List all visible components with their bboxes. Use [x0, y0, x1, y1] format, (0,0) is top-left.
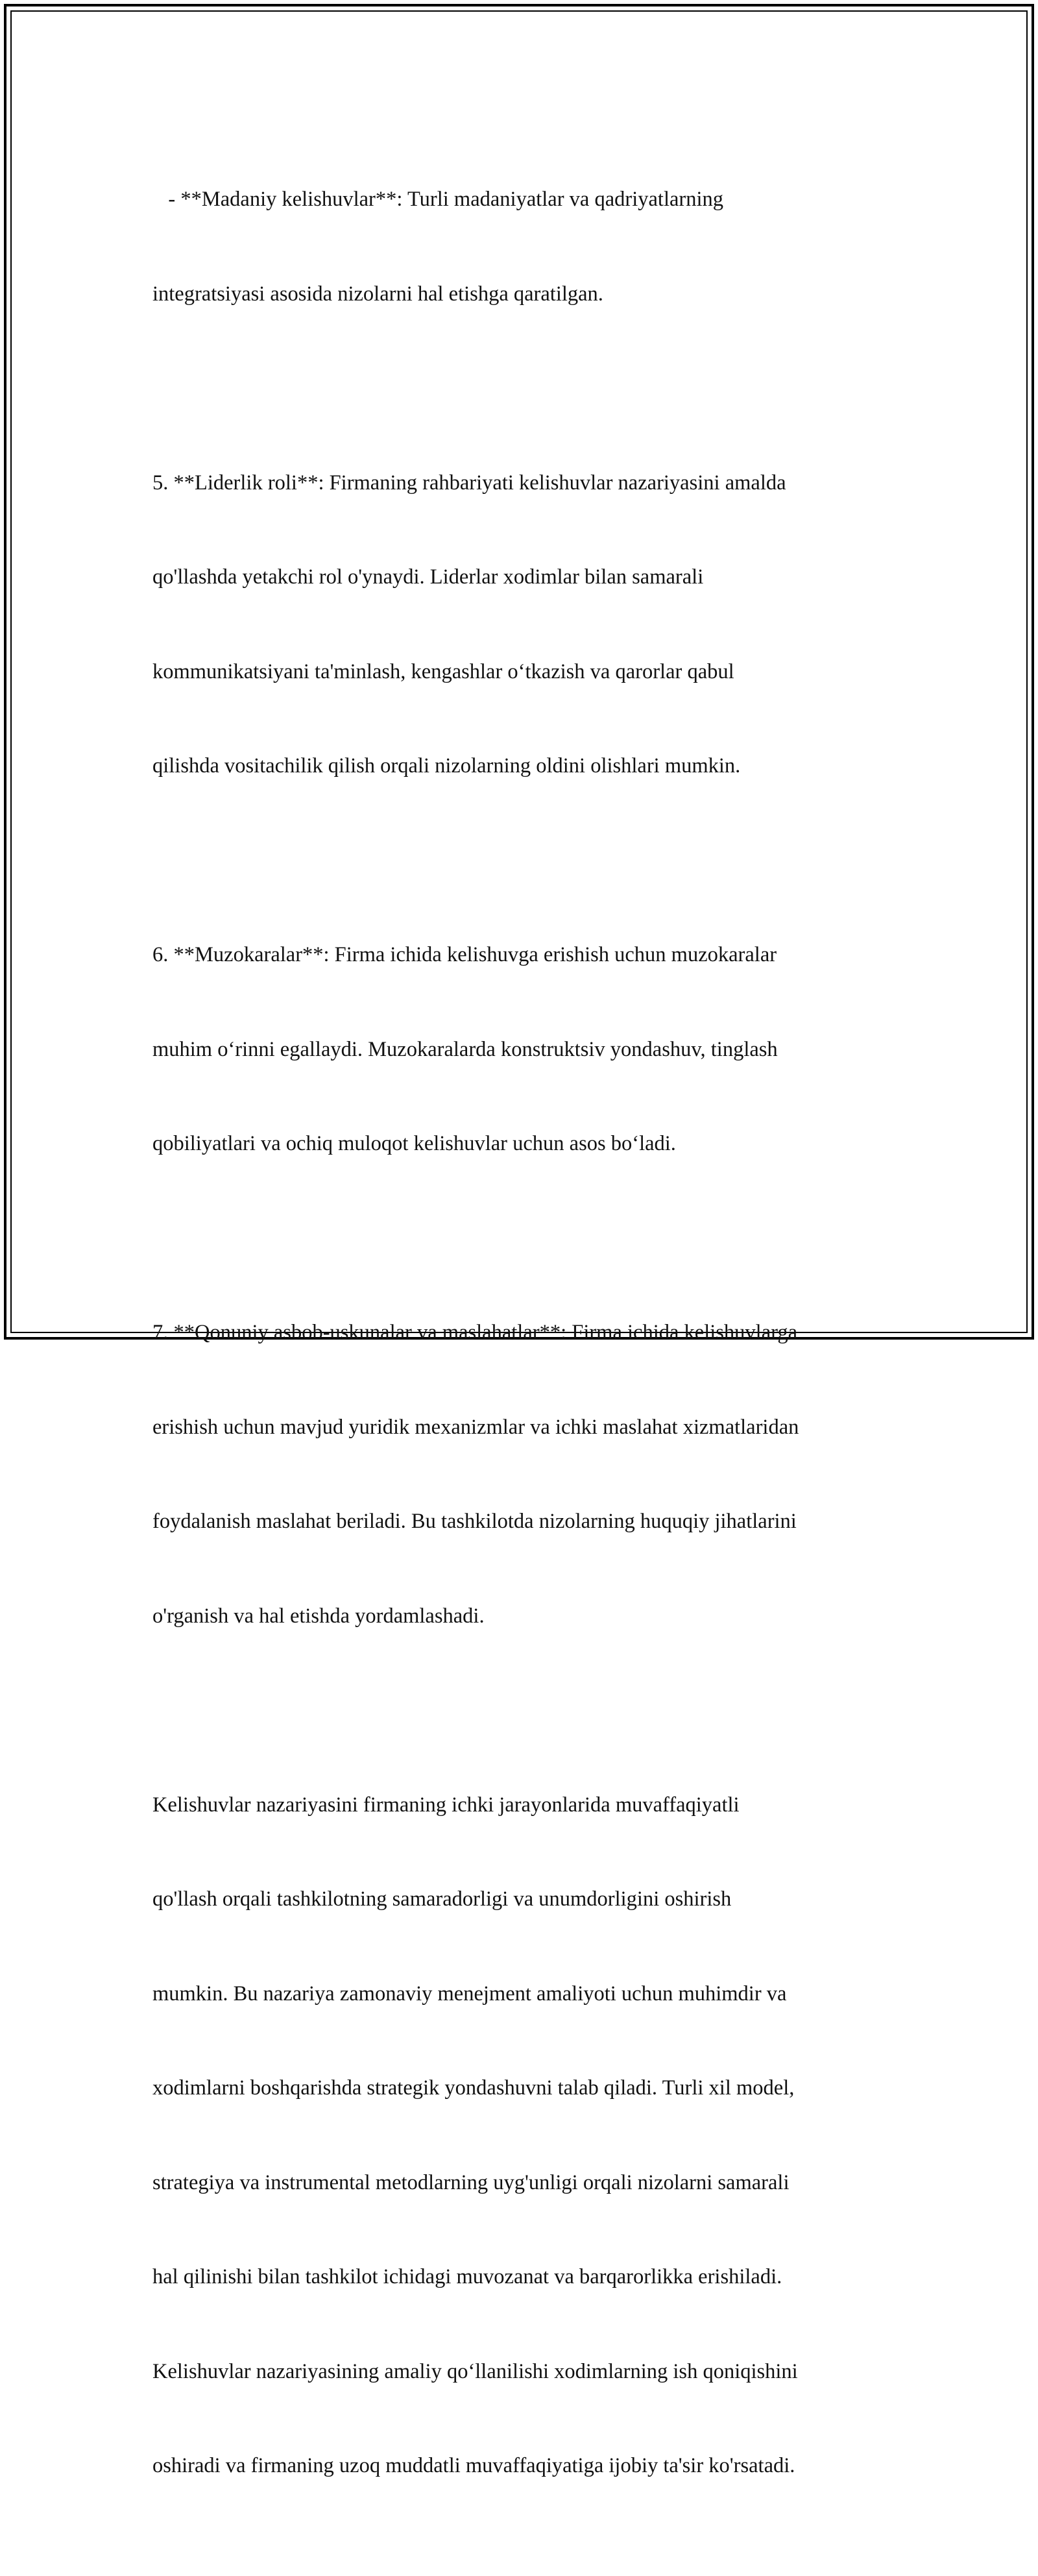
text-line: oshiradi va firmaning uzoq muddatli muvaffaqiyatiga ijobiy ta'sir ko'rsatadi.	[152, 2454, 795, 2477]
text-line: o'rganish va hal etishda yordamlashadi.	[152, 1604, 485, 1628]
text-line: foydalanish maslahat beriladi. Bu tashkilotda nizolarning huquqiy jihatlarini	[152, 1510, 797, 1533]
text-line: Kelishuvlar nazariyasini firmaning ichki jarayonlarida muvaffaqiyatli	[152, 1793, 740, 1817]
text-line: erishish uchun mavjud yuridik mexanizmlar va ichki maslahat xizmatlaridan	[152, 1415, 799, 1439]
text-line: muhim o‘rinni egallaydi. Muzokaralarda konstruktsiv yondashuv, tinglash	[152, 1037, 778, 1061]
text-line: qobiliyatlari va ochiq muloqot kelishuvlar uchun asos bo‘ladi.	[152, 1132, 676, 1155]
text-line: Kelishuvlar nazariyasining amaliy qo‘llanilishi xodimlarning ish qoniqishini	[152, 2359, 798, 2383]
text-line: qo'llash orqali tashkilotning samaradorligi va unumdorligini oshirish	[152, 1887, 732, 1911]
paragraph-muzokaralar	[152, 876, 905, 1223]
text-line: 7. **Qonuniy asbob-uskunalar va maslahatlar**: Firma ichida kelishuvlarga	[152, 1321, 798, 1344]
document-body	[152, 121, 905, 2576]
paragraph-liderlik-roli	[152, 404, 905, 845]
text-line: strategiya va instrumental metodlarning uyg'unligi orqali nizolarni samarali	[152, 2170, 790, 2194]
text-line: qo'llashda yetakchi rol o'ynaydi. Liderlar xodimlar bilan samarali	[152, 565, 704, 589]
paragraph-conclusion	[152, 1726, 905, 2545]
text-line: 6. **Muzokaralar**: Firma ichida kelishuvga erishish uchun muzokaralar	[152, 943, 777, 966]
text-line: xodimlarni boshqarishda strategik yondashuvni talab qiladi. Turli xil model,	[152, 2076, 795, 2100]
text-line: - **Madaniy kelishuvlar**: Turli madaniyatlar va qadriyatlarning	[152, 188, 724, 211]
text-line: kommunikatsiyani ta'minlash, kengashlar o‘tkazish va qarorlar qabul	[152, 659, 734, 683]
text-line: integratsiyasi asosida nizolarni hal etishga qaratilgan.	[152, 282, 603, 306]
paragraph-madaniy-kelishuvlar	[152, 121, 905, 373]
text-line: hal qilinishi bilan tashkilot ichidagi muvozanat va barqarorlikka erishiladi.	[152, 2265, 782, 2288]
text-line: 5. **Liderlik roli**: Firmaning rahbariyati kelishuvlar nazariyasini amalda	[152, 471, 786, 495]
paragraph-qonuniy-asbob-uskunalar	[152, 1254, 905, 1695]
text-line: mumkin. Bu nazariya zamonaviy menejment amaliyoti uchun muhimdir va	[152, 1981, 787, 2006]
text-line: qilishda vositachilik qilish orqali nizolarning oldini olishlari mumkin.	[152, 754, 741, 778]
